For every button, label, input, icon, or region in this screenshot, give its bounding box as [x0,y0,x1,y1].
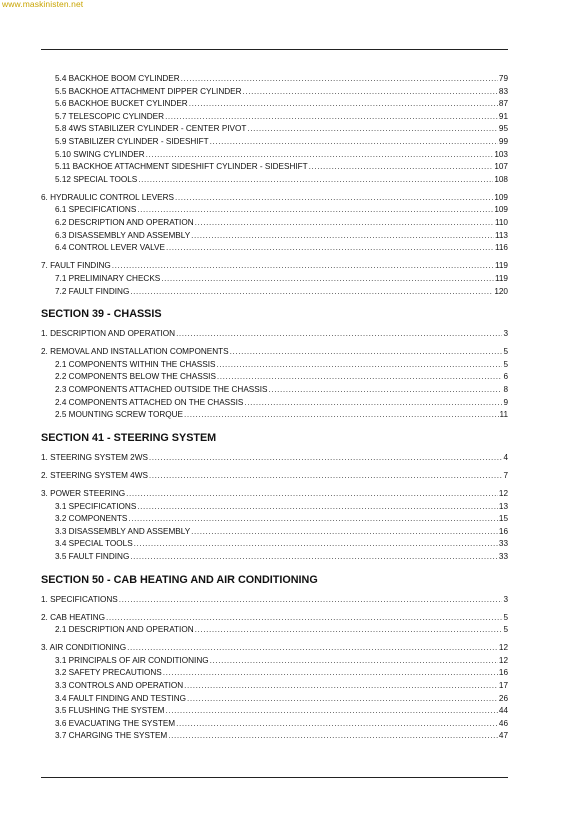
toc-entry[interactable] [41,346,508,359]
toc-entry[interactable] [41,397,508,410]
toc-entry-title: 2.4 COMPONENTS ATTACHED ON THE CHASSIS [55,397,244,407]
section-heading: SECTION 50 - CAB HEATING AND AIR CONDITIONING [41,573,318,586]
dot-leader [127,642,498,655]
toc-entry-title: 3.4 FAULT FINDING AND TESTING [55,693,187,703]
toc-entry-page: 46 [498,718,508,728]
toc-entry-title: 3.3 DISASSEMBLY AND ASSEMBLY [55,526,191,536]
toc-entry-title: 5.4 BACKHOE BOOM CYLINDER [55,74,180,83]
toc-entry[interactable] [41,123,508,136]
toc-entry-title: 3.5 FAULT FINDING [55,551,130,561]
toc-entry-page: 12 [498,655,508,665]
toc-entry-page: 33 [498,539,508,549]
dot-leader [128,513,498,526]
toc-entry-page: 120 [494,286,508,296]
toc-entry-page: 8 [503,384,508,394]
toc-entry[interactable] [41,260,508,273]
toc-entry-page: 119 [494,261,508,271]
toc-entry-page: 5 [503,347,508,357]
toc-entry-title: 5.6 BACKHOE BUCKET CYLINDER [55,99,188,109]
toc-entry-page: 109 [494,192,508,202]
dot-leader [210,655,498,668]
toc-entry-title: 3.1 PRINCIPALS OF AIR CONDITIONING [55,655,209,665]
dot-leader [216,359,502,372]
toc-entry[interactable] [41,693,508,706]
toc-entry[interactable] [41,655,508,668]
toc-entry-title: 6.4 CONTROL LEVER VALVE [55,243,165,253]
toc-entry[interactable] [41,192,508,205]
toc-entry-page: 119 [494,273,508,283]
dot-leader [166,705,498,718]
toc-entry[interactable] [41,371,508,384]
toc-entry-title: 3.4 SPECIAL TOOLS [55,539,133,549]
dot-leader [243,86,498,99]
toc-entry-page: 3 [503,329,508,339]
toc-entry-page: 99 [498,136,508,146]
dot-leader [112,260,494,273]
toc-entry[interactable] [41,161,508,174]
dot-leader [137,501,498,514]
dot-leader [137,204,493,217]
toc-entry[interactable] [41,384,508,397]
toc-entry-page: 109 [494,205,508,215]
toc-entry-title: 6.1 SPECIFICATIONS [55,205,137,215]
dot-leader [195,217,494,230]
toc-entry-title: 2.1 COMPONENTS WITHIN THE CHASSIS [55,359,216,369]
toc-entry-title: 3.6 EVACUATING THE SYSTEM [55,718,176,728]
dot-leader [176,718,498,731]
section-entry-list [41,452,508,564]
toc-entry-page: 91 [498,111,508,121]
dot-leader [176,328,502,341]
dot-leader [149,452,503,465]
toc-entry-page: 83 [498,86,508,96]
dot-leader [126,488,498,501]
toc-entry-page: 5 [503,612,508,622]
toc-entry-title: 5.12 SPECIAL TOOLS [55,174,138,184]
toc-entry-page: 15 [498,514,508,524]
toc-entry-page: 12 [498,488,508,498]
dot-leader [195,624,503,637]
dot-leader [130,551,498,564]
toc-entry[interactable] [41,705,508,718]
dot-leader [149,470,503,483]
toc-entry[interactable] [41,174,508,187]
toc-entry[interactable] [41,594,508,607]
toc-entry[interactable] [41,230,508,243]
toc-entry-page: 79 [498,74,508,83]
toc-entry-page: 5 [503,359,508,369]
toc-entry[interactable] [41,242,508,255]
toc-entry-title: 2. CAB HEATING [41,612,105,622]
toc-entry[interactable] [41,538,508,551]
toc-entry[interactable] [41,612,508,625]
toc-entry[interactable] [41,667,508,680]
dot-leader [166,242,494,255]
dot-leader [146,149,494,162]
toc-entry-title: 2. STEERING SYSTEM 4WS [41,470,148,480]
toc-entry[interactable] [41,680,508,693]
toc-entry[interactable] [41,136,508,149]
dot-leader [189,98,498,111]
toc-entry-page: 26 [498,693,508,703]
dot-leader [161,273,494,286]
toc-entry-title: 2.3 COMPONENTS ATTACHED OUTSIDE THE CHASSIS [55,384,268,394]
toc-entry-title: 2. REMOVAL AND INSTALLATION COMPONENTS [41,347,229,357]
toc-entry-page: 17 [498,681,508,691]
toc-entry[interactable] [41,501,508,514]
section-entry-list [41,594,508,744]
dot-leader [217,371,503,384]
dot-leader [130,286,493,299]
toc-entry[interactable] [41,111,508,124]
dot-leader [175,192,493,205]
toc-entry-page: 11 [499,410,508,420]
toc-entry-title: 7.2 FAULT FINDING [55,286,130,296]
toc-entry-page: 9 [503,397,508,407]
toc-entry[interactable] [41,98,508,111]
dot-leader [247,123,498,136]
dot-leader [230,346,503,359]
dot-leader [184,680,498,693]
toc-entry-page: 4 [503,452,508,462]
toc-entry-page: 44 [498,706,508,716]
dot-leader [119,594,503,607]
toc-continued-list [41,73,508,298]
toc-entry[interactable] [41,642,508,655]
toc-entry[interactable] [41,149,508,162]
dot-leader [191,526,498,539]
header-rule [41,49,508,50]
toc-entry[interactable] [41,526,508,539]
dot-leader [187,693,498,706]
toc-entry-title: 2.1 DESCRIPTION AND OPERATION [55,625,194,635]
toc-entry-page: 3 [503,594,508,604]
toc-entry-page: 16 [498,526,508,536]
dot-leader [309,161,494,174]
toc-entry[interactable] [41,286,508,299]
toc-entry-title: 5.8 4WS STABILIZER CYLINDER - CENTER PIVOT [55,124,247,134]
toc-entry-page: 110 [494,218,508,228]
toc-entry-page: 47 [498,731,508,741]
toc-entry-title: 6. HYDRAULIC CONTROL LEVERS [41,192,175,202]
toc-entry-title: 2.5 MOUNTING SCREW TORQUE [55,410,183,420]
toc-entry[interactable] [41,513,508,526]
toc-sections [41,307,508,743]
toc-entry[interactable] [41,359,508,372]
toc-entry-title: 1. SPECIFICATIONS [41,594,118,604]
toc-entry-title: 6.2 DESCRIPTION AND OPERATION [55,218,194,228]
toc-entry[interactable] [41,488,508,501]
dot-leader [191,230,494,243]
toc-entry-page: 13 [498,501,508,511]
toc-entry-page: 113 [494,230,508,240]
dot-leader [138,174,493,187]
toc-entry-page: 33 [498,551,508,561]
toc-entry-page: 95 [498,124,508,134]
toc-entry-title: 5.11 BACKHOE ATTACHMENT SIDESHIFT CYLINDER - SIDESHIFT [55,162,308,172]
toc-entry-page: 103 [494,149,508,159]
section-heading: SECTION 39 - CHASSIS [41,308,162,321]
table-of-contents [41,73,508,743]
toc-entry-title: 3. AIR CONDITIONING [41,643,127,653]
section-heading: SECTION 41 - STEERING SYSTEM [41,431,217,444]
toc-entry-page: 87 [498,99,508,109]
dot-leader [184,409,499,422]
footer-rule [41,777,508,778]
toc-entry[interactable] [41,730,508,743]
toc-entry-title: 3.5 FLUSHING THE SYSTEM [55,706,165,716]
toc-entry-page: 7 [503,470,508,480]
toc-entry-title: 7. FAULT FINDING [41,261,111,271]
toc-entry[interactable] [41,551,508,564]
toc-entry[interactable] [41,470,508,483]
toc-entry-title: 3.2 SAFETY PRECAUTIONS [55,668,162,678]
dot-leader [134,538,498,551]
toc-entry-title: 6.3 DISASSEMBLY AND ASSEMBLY [55,230,191,240]
toc-entry[interactable] [41,86,508,99]
toc-entry[interactable] [41,328,508,341]
toc-entry-page: 116 [494,243,508,253]
toc-entry-title: 2.2 COMPONENTS BELOW THE CHASSIS [55,372,216,382]
toc-entry-page: 16 [498,668,508,678]
toc-entry[interactable] [41,452,508,465]
dot-leader [210,136,498,149]
toc-entry-title: 5.10 SWING CYLINDER [55,149,145,159]
toc-entry[interactable] [41,718,508,731]
toc-entry-page: 6 [503,372,508,382]
dot-leader [268,384,502,397]
toc-entry[interactable] [41,624,508,637]
dot-leader [181,73,498,86]
toc-entry-page: 108 [494,174,508,184]
toc-entry-title: 3.7 CHARGING THE SYSTEM [55,731,168,741]
toc-entry-page: 107 [494,162,508,172]
toc-entry-title: 3.1 SPECIFICATIONS [55,501,137,511]
toc-entry-page: 5 [503,625,508,635]
dot-leader [165,111,498,124]
watermark-link[interactable]: www.maskinisten.net [2,0,84,9]
dot-leader [168,730,498,743]
toc-entry[interactable] [41,204,508,217]
toc-entry-page: 12 [498,643,508,653]
toc-entry-title: 3. POWER STEERING [41,488,126,498]
toc-entry-title: 5.5 BACKHOE ATTACHMENT DIPPER CYLINDER [55,86,242,96]
dot-leader [244,397,502,410]
section-entry-list [41,328,508,422]
toc-entry-title: 3.3 CONTROLS AND OPERATION [55,681,184,691]
toc-entry-title: 5.9 STABILIZER CYLINDER - SIDESHIFT [55,136,209,146]
toc-entry[interactable] [41,409,508,422]
toc-entry-title: 3.2 COMPONENTS [55,514,128,524]
toc-entry-title: 1. STEERING SYSTEM 2WS [41,452,148,462]
toc-entry-title: 1. DESCRIPTION AND OPERATION [41,329,176,339]
toc-entry[interactable] [41,217,508,230]
dot-leader [163,667,498,680]
dot-leader [106,612,502,625]
toc-entry-title: 7.1 PRELIMINARY CHECKS [55,273,161,283]
toc-entry-title: 5.7 TELESCOPIC CYLINDER [55,111,165,121]
toc-entry[interactable] [41,73,508,86]
toc-entry[interactable] [41,273,508,286]
